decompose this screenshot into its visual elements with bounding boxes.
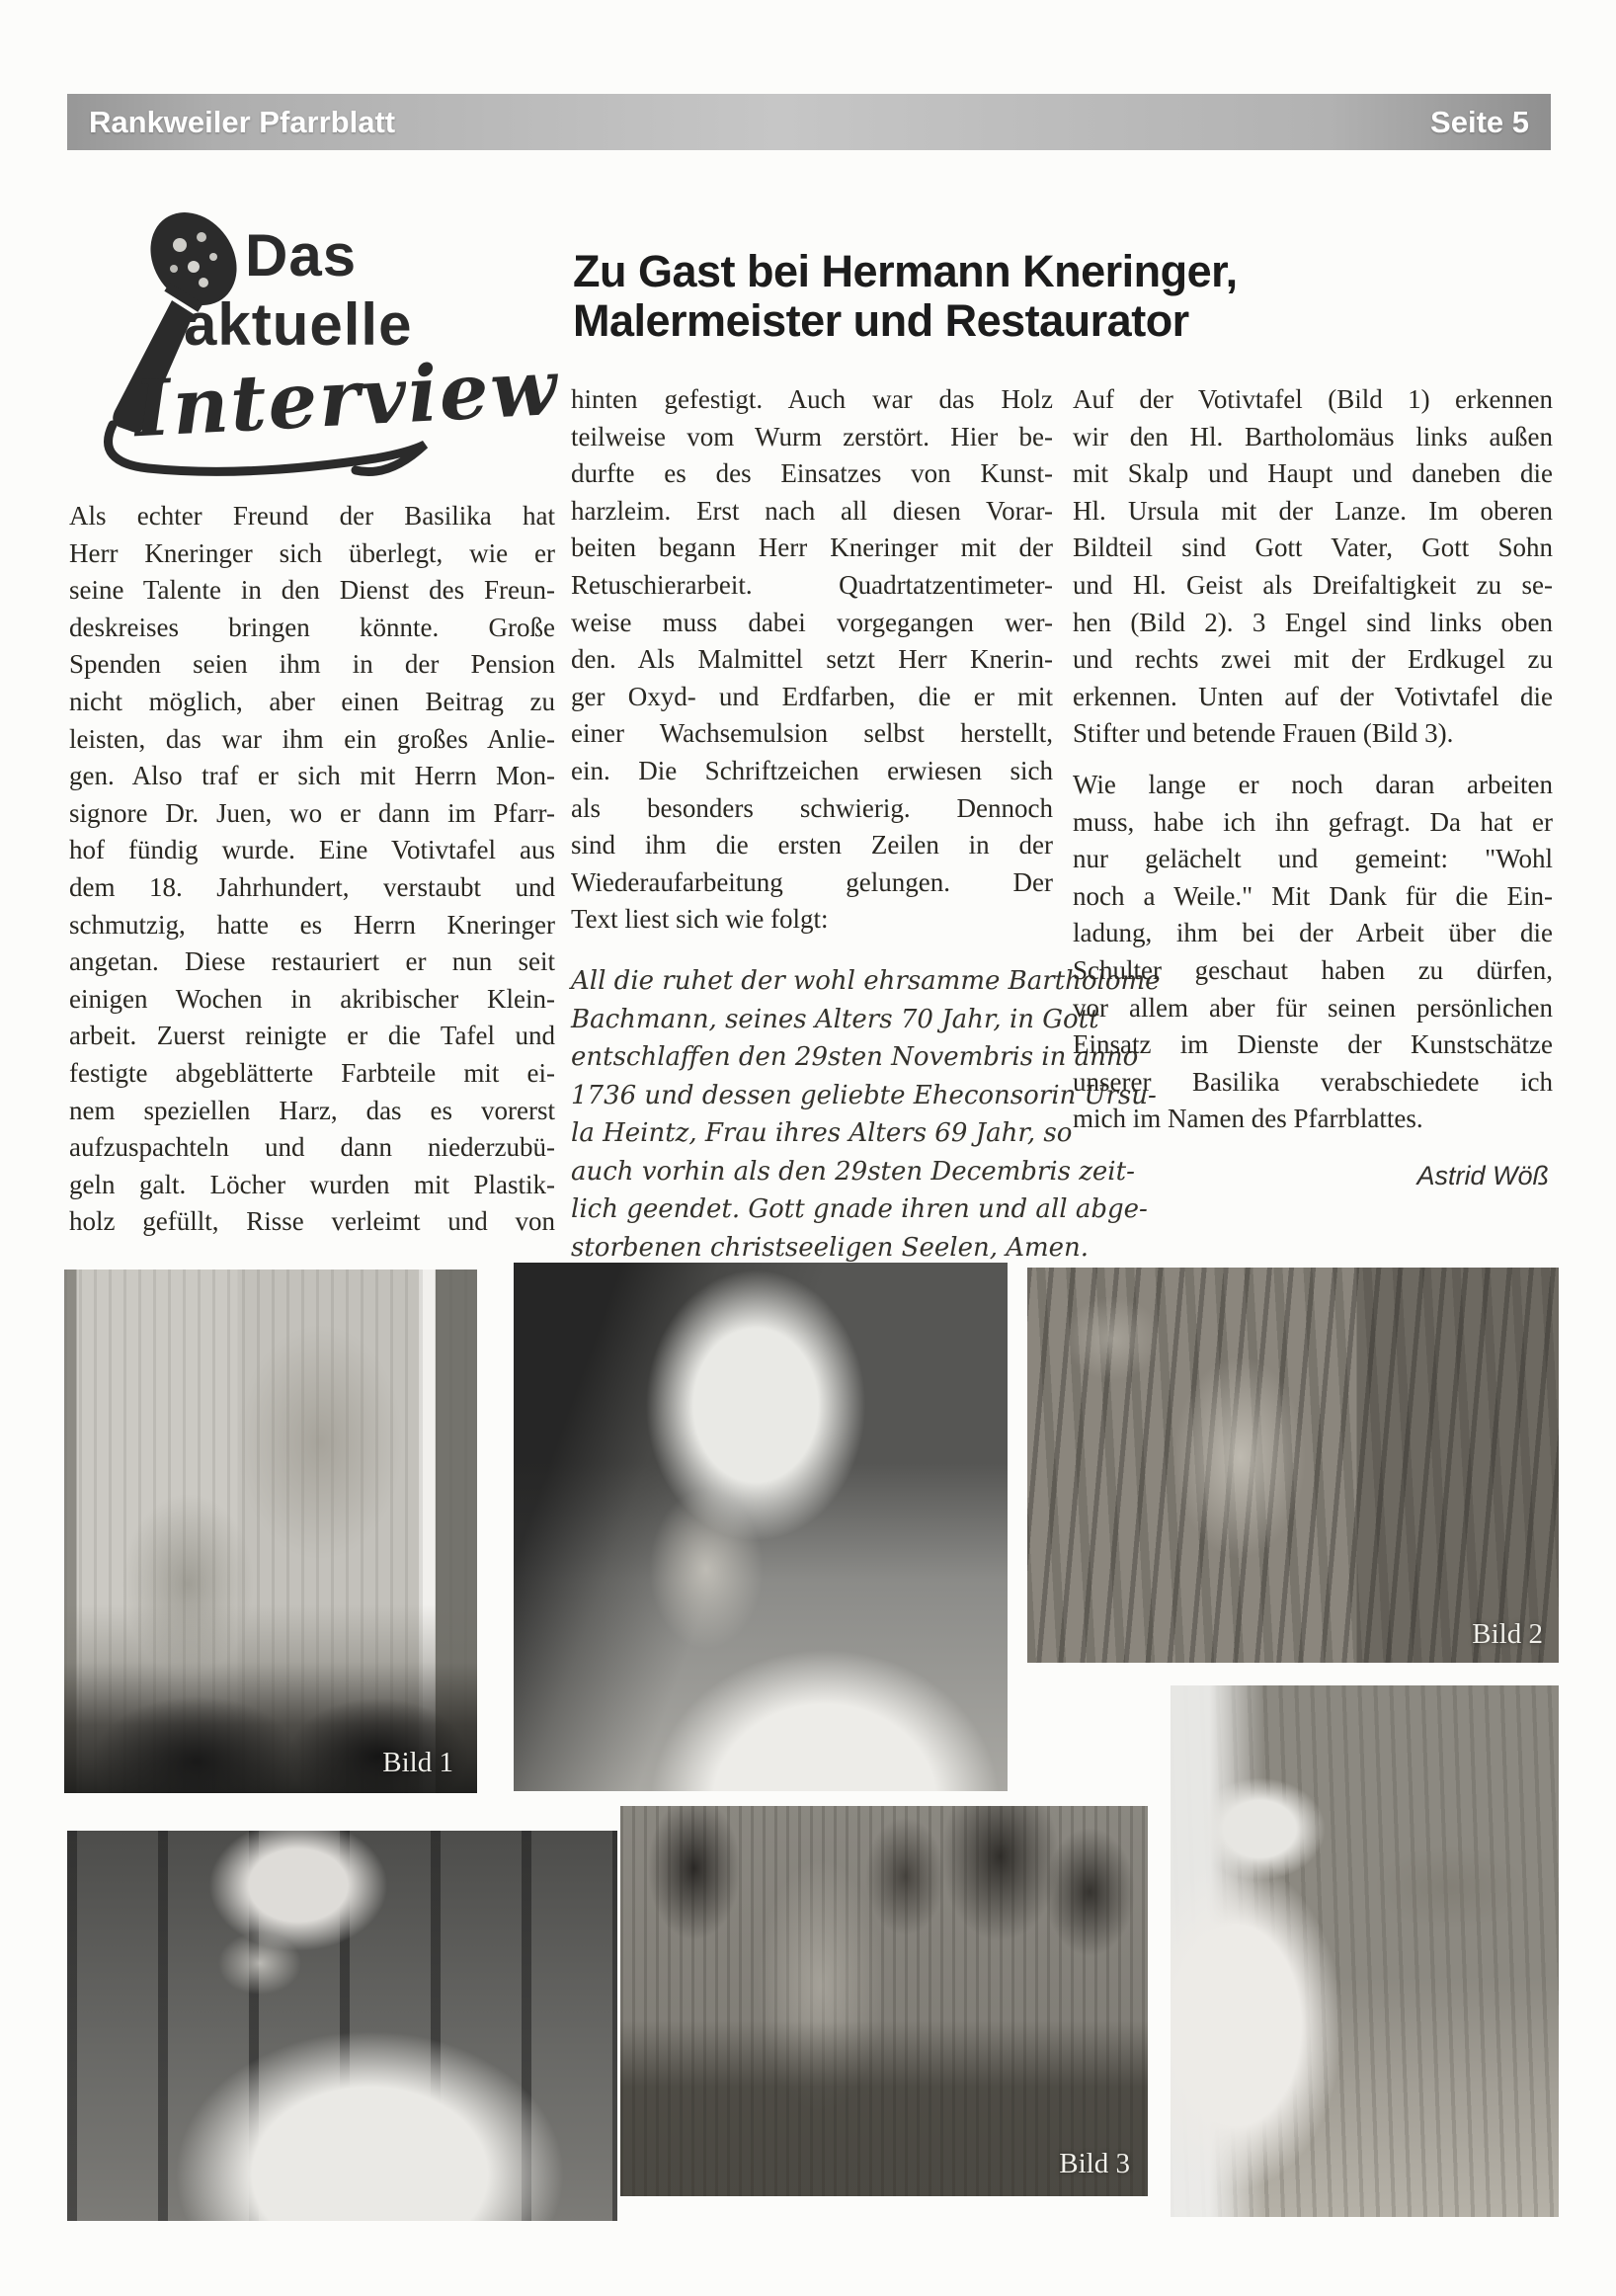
text-line: wir den Hl. Bartholomäus links außen [1073,421,1553,451]
quote-line: 1736 und dessen geliebte Eheconsorin Ursu- [571,1080,1157,1110]
photo-restorer-working [67,1831,617,2221]
text-line: Retuschierarbeit. Quadrtatzentimeter- [571,569,1053,600]
text-line: Text liest sich wie folgt: [571,904,829,935]
quote-line: auch vorhin als den 29sten Decembris zeit- [571,1156,1135,1187]
text-line: unserer Basilika verabschiedete ich [1073,1066,1553,1097]
text-line: holz gefüllt, Risse verleimt und von [69,1206,555,1237]
text-line: beiten begann Herr Kneringer mit der [571,533,1053,563]
text-line: den. Als Malmittel setzt Herr Knerin- [571,644,1053,675]
photo-votive-tablet-bild1 [64,1270,477,1793]
text-line: hinten gefestigt. Auch war das Holz [571,384,1053,414]
text-line: mit Skalp und Haupt und daneben die [1073,458,1553,489]
article-column-3 [1073,381,1553,1194]
article-column-1 [69,498,555,1241]
text-line: als besonders schwierig. Dennoch [571,792,1053,823]
quote-line: la Heintz, Frau ihres Alters 69 Jahr, so [571,1118,1073,1149]
text-line: hen (Bild 2). 3 Engel sind links oben [1073,607,1553,637]
text-line: durfte es des Einsatzes von Kunst- [571,458,1053,489]
text-line: einer Wachsemulsion selbst herstellt, [571,718,1053,749]
photo-tablet-figures-bild3 [620,1806,1148,2196]
newsletter-title: Rankweiler Pfarrblatt [89,104,396,139]
text-line: nem speziellen Harz, das es vorerst [69,1095,555,1125]
text-line: Wiederaufarbeitung gelungen. Der [571,866,1053,897]
text-line: schmutzig, hatte es Herrn Kneringer [69,909,555,940]
text-line: weise muss dabei vorgegangen wer- [571,607,1053,637]
text-line: teilweise vom Wurm zerstört. Hier be- [571,421,1053,451]
text-line: und rechts zwei mit der Erdkugel zu [1073,644,1553,675]
text-line: Schulter geschaut haben zu dürfen, [1073,954,1553,985]
article-headline [573,247,1383,346]
text-line: deskreises bringen könnte. Große [69,612,555,642]
text-line: muss, habe ich ihn gefragt. Da hat er [1073,806,1553,837]
text-line: Hl. Ursula mit der Lanze. Im oberen [1073,495,1553,526]
text-line: mich im Namen des Pfarrblattes. [1073,1104,1423,1134]
text-line: erkennen. Unten auf der Votivtafel die [1073,681,1553,711]
interview-logo [77,198,561,509]
text-line: sind ihm die ersten Zeilen in der [571,830,1053,861]
headline-line-2: Malermeister und Restaurator [573,295,1189,346]
photo-caption-bild2: Bild 2 [1472,1618,1543,1650]
column-2-paragraph [571,381,1053,939]
votive-inscription-quote [571,962,1161,1268]
text-line: Bildteil sind Gott Vater, Gott Sohn [1073,533,1553,563]
page-number: Seite 5 [1430,104,1529,139]
text-line: nicht möglich, aber einen Beitrag zu [69,686,555,716]
text-line: angetan. Diese restauriert er nun seit [69,946,555,977]
text-line: Herr Kneringer sich überlegt, wie er [69,537,555,568]
column-3-paragraph-2 [1073,767,1553,1138]
text-line: hof fündig wurde. Eine Votivtafel aus [69,835,555,865]
text-line: signore Dr. Juen, wo er dann im Pfarr- [69,797,555,828]
text-line: nur gelächelt und gemeint: "Wohl [1073,844,1553,874]
text-line: festigte abgeblätterte Farbteile mit ei- [69,1057,555,1088]
text-line: harzleim. Erst nach all diesen Vorar- [571,495,1053,526]
photo-restorer-at-easel [1171,1685,1559,2217]
page-header-bar [67,94,1551,150]
headline-line-1: Zu Gast bei Hermann Kneringer, [573,246,1238,296]
text-line: ein. Die Schriftzeichen erwiesen sich [571,755,1053,785]
text-line: ger Oxyd- und Erdfarben, die er mit [571,681,1053,711]
column-3-paragraph-1 [1073,381,1553,753]
photo-caption-bild1: Bild 1 [382,1747,453,1778]
text-line: leisten, das war ihm ein großes Anlie- [69,723,555,754]
text-line: gen. Also traf er sich mit Herrn Mon- [69,761,555,791]
quote-line: entschlaffen den 29sten Novembris in anno [571,1042,1139,1073]
text-line: Stifter und betende Frauen (Bild 3). [1073,718,1454,749]
photo-panel-detail-bild2 [1027,1268,1559,1663]
text-line: geln galt. Löcher wurden mit Plastik- [69,1169,555,1199]
text-line: Auf der Votivtafel (Bild 1) erkennen [1073,384,1553,414]
quote-line: storbenen christseeligen Seelen, Amen. [571,1233,1090,1264]
logo-word-interview: Interview [131,342,561,455]
quote-line: Bachmann, seines Alters 70 Jahr, in Gott [571,1004,1099,1034]
article-column-2 [571,381,1161,1268]
text-line: noch a Weile." Mit Dank für die Ein- [1073,880,1553,911]
text-line: ladung, ihm bei der Arbeit über die [1073,918,1553,948]
text-line: und Hl. Geist als Dreifaltigkeit zu se- [1073,569,1553,600]
text-line: aufzuspachteln und dann niederzubü- [69,1132,555,1163]
text-line: Wie lange er noch daran arbeiten [1073,769,1553,799]
text-line: Einsatz im Dienste der Kunstschätze [1073,1029,1553,1060]
logo-word-aktuelle: aktuelle [184,291,413,358]
photo-caption-bild3: Bild 3 [1059,2148,1130,2179]
author-byline: Astrid Wöß [1416,1160,1549,1190]
text-line: seine Talente in den Dienst des Freun- [69,575,555,606]
text-line: einigen Wochen in akribischer Klein- [69,983,555,1014]
text-line: Spenden seien ihm in der Pension [69,649,555,680]
photo-restorer-profile [514,1263,1008,1791]
text-line: Als echter Freund der Basilika hat [69,501,555,531]
logo-word-das: Das [245,222,358,288]
quote-line: lich geendet. Gott gnade ihren und all abge- [571,1194,1148,1225]
text-line: dem 18. Jahrhundert, verstaubt und [69,871,555,902]
text-line: arbeit. Zuerst reinigte er die Tafel und [69,1021,555,1051]
text-line: vor allem aber für seinen persönlichen [1073,992,1553,1023]
quote-line: All die ruhet der wohl ehrsamme Bartholome [571,965,1161,996]
